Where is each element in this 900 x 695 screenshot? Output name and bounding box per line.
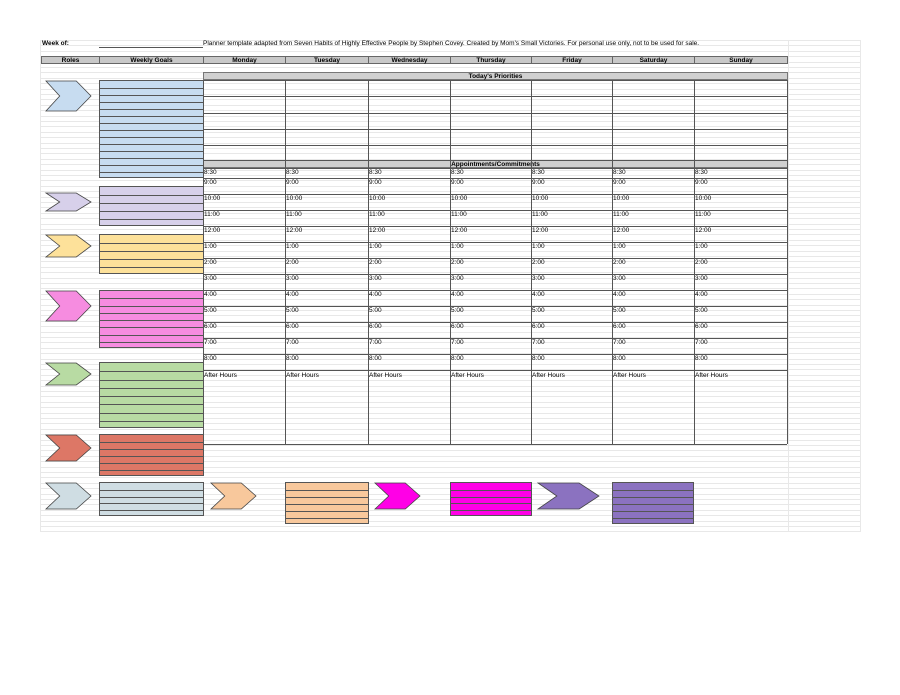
goal-line: [613, 518, 693, 519]
time-label: 1:00: [451, 243, 464, 250]
goal-line: [100, 158, 203, 159]
goal-line: [100, 442, 203, 443]
time-label: 5:00: [451, 307, 464, 314]
time-label: 11:00: [369, 211, 385, 218]
time-label: 11:00: [451, 211, 467, 218]
goal-line: [100, 327, 203, 328]
time-label: 10:00: [369, 195, 386, 202]
time-label: 5:00: [286, 307, 299, 314]
goal-line: [100, 388, 203, 389]
goal-line: [100, 151, 203, 152]
time-label: 1:00: [204, 243, 217, 250]
role-chevron-icon: [210, 482, 258, 510]
time-label: 6:00: [204, 323, 217, 330]
time-label: 2:00: [695, 259, 708, 266]
day-column-divider: [787, 80, 788, 444]
priority-row-line: [203, 160, 787, 161]
time-label: 5:00: [369, 307, 382, 314]
time-label: After Hours: [695, 372, 728, 379]
time-label: 3:00: [695, 275, 708, 282]
day-header-thursday: Thursday: [450, 56, 532, 64]
time-label: 12:00: [286, 227, 303, 234]
time-label: 9:00: [451, 179, 464, 186]
priority-row-line: [203, 80, 787, 81]
time-label: 9:00: [613, 179, 626, 186]
time-label: 8:00: [532, 355, 545, 362]
time-label: 11:00: [204, 211, 220, 218]
time-label: 3:00: [204, 275, 217, 282]
weekly-goal-box[interactable]: [99, 234, 204, 274]
goal-line: [100, 203, 203, 204]
gridline: [40, 526, 860, 527]
goal-line: [100, 306, 203, 307]
time-label: 4:00: [613, 291, 626, 298]
time-label: 1:00: [532, 243, 545, 250]
time-label: 5:00: [204, 307, 217, 314]
time-label: 8:00: [613, 355, 626, 362]
goal-line: [100, 298, 203, 299]
goal-line: [100, 211, 203, 212]
time-label: 7:00: [286, 339, 299, 346]
goal-line: [286, 497, 368, 498]
template-note: Planner template adapted from Seven Habits of Highly Effective People by Stephen Covey. Created by Mom's Small Victories. For personal use only, not to be used for sale.: [203, 40, 700, 47]
time-label: 7:00: [451, 339, 464, 346]
time-label: 12:00: [613, 227, 630, 234]
goal-line: [451, 510, 531, 511]
gridline: [40, 51, 860, 52]
goal-line: [100, 102, 203, 103]
time-label: 11:00: [613, 211, 629, 218]
time-label: 2:00: [613, 259, 626, 266]
time-label: 3:00: [613, 275, 626, 282]
todays-priorities-band: Today's Priorities: [203, 72, 788, 80]
goal-line: [100, 497, 203, 498]
time-label: 8:30: [613, 169, 626, 176]
goal-line: [613, 497, 693, 498]
weekly-goal-box[interactable]: [612, 482, 694, 524]
time-label: 7:00: [204, 339, 217, 346]
gridline: [40, 521, 860, 522]
time-label: 8:00: [204, 355, 217, 362]
time-label: After Hours: [451, 372, 484, 379]
weekly-goal-box[interactable]: [99, 434, 204, 476]
time-label: 3:00: [451, 275, 464, 282]
weekly-goals-header: Weekly Goals: [99, 56, 204, 64]
weekly-goal-box[interactable]: [450, 482, 532, 516]
goal-line: [100, 219, 203, 220]
goal-line: [100, 88, 203, 89]
goal-line: [286, 511, 368, 512]
week-of-label: Week of:: [42, 40, 69, 47]
time-label: 9:00: [204, 179, 217, 186]
time-label: 10:00: [451, 195, 468, 202]
time-label: 8:00: [451, 355, 464, 362]
day-header-tuesday: Tuesday: [285, 56, 369, 64]
time-label: 9:00: [286, 179, 299, 186]
time-label: 11:00: [532, 211, 548, 218]
time-label: 4:00: [204, 291, 217, 298]
goal-line: [100, 259, 203, 260]
goal-line: [100, 463, 203, 464]
time-label: 8:30: [695, 169, 708, 176]
gridline: [40, 40, 41, 532]
gridline: [788, 40, 789, 532]
goal-line: [100, 313, 203, 314]
weekly-goal-box[interactable]: [99, 80, 204, 178]
time-label: 11:00: [286, 211, 302, 218]
time-label: 7:00: [695, 339, 708, 346]
day-header-friday: Friday: [531, 56, 613, 64]
week-of-field[interactable]: [99, 47, 203, 48]
goal-line: [100, 144, 203, 145]
time-label: 12:00: [369, 227, 386, 234]
time-label: 9:00: [532, 179, 545, 186]
role-chevron-icon: [45, 434, 93, 462]
appointment-row-line: [203, 370, 787, 371]
goal-line: [100, 449, 203, 450]
role-chevron-icon: [45, 234, 93, 258]
day-header-saturday: Saturday: [612, 56, 695, 64]
time-label: 8:00: [695, 355, 708, 362]
gridline: [40, 67, 860, 68]
time-label: 8:30: [286, 169, 299, 176]
day-header-sunday: Sunday: [694, 56, 788, 64]
goal-line: [100, 116, 203, 117]
time-label: 2:00: [451, 259, 464, 266]
goal-line: [100, 342, 203, 343]
goal-line: [100, 130, 203, 131]
appointment-row-line: [203, 444, 787, 445]
time-label: 10:00: [613, 195, 630, 202]
goal-line: [100, 320, 203, 321]
time-label: 7:00: [532, 339, 545, 346]
goal-line: [100, 456, 203, 457]
goal-line: [100, 380, 203, 381]
time-label: 1:00: [695, 243, 708, 250]
time-label: 8:30: [451, 169, 464, 176]
weekly-goal-box[interactable]: [285, 482, 369, 524]
goal-line: [100, 510, 203, 511]
time-label: 7:00: [613, 339, 626, 346]
time-label: 1:00: [286, 243, 299, 250]
goal-line: [451, 490, 531, 491]
goal-line: [100, 267, 203, 268]
time-label: 2:00: [286, 259, 299, 266]
goal-line: [100, 172, 203, 173]
goal-line: [100, 165, 203, 166]
gridline: [40, 477, 860, 478]
time-label: 4:00: [532, 291, 545, 298]
goal-line: [100, 404, 203, 405]
goal-line: [613, 490, 693, 491]
time-label: After Hours: [286, 372, 319, 379]
goal-line: [100, 123, 203, 124]
goal-line: [100, 137, 203, 138]
time-label: 5:00: [613, 307, 626, 314]
time-label: 7:00: [369, 339, 382, 346]
priority-row-line: [203, 113, 787, 114]
time-label: 6:00: [369, 323, 382, 330]
time-label: 11:00: [695, 211, 711, 218]
day-header-wednesday: Wednesday: [368, 56, 451, 64]
time-label: 5:00: [532, 307, 545, 314]
time-label: 1:00: [613, 243, 626, 250]
time-label: 8:30: [369, 169, 382, 176]
goal-line: [100, 335, 203, 336]
time-label: 4:00: [286, 291, 299, 298]
time-label: 6:00: [695, 323, 708, 330]
time-label: 4:00: [451, 291, 464, 298]
goal-line: [613, 504, 693, 505]
time-label: 8:30: [204, 169, 217, 176]
time-label: 4:00: [369, 291, 382, 298]
gridline: [860, 40, 861, 532]
time-label: 3:00: [532, 275, 545, 282]
time-label: 8:00: [286, 355, 299, 362]
goal-line: [286, 504, 368, 505]
time-label: 8:00: [369, 355, 382, 362]
time-label: 2:00: [532, 259, 545, 266]
goal-line: [286, 490, 368, 491]
time-label: 8:30: [532, 169, 545, 176]
time-label: 6:00: [451, 323, 464, 330]
time-label: 12:00: [204, 227, 221, 234]
time-label: After Hours: [369, 372, 402, 379]
time-label: 3:00: [286, 275, 299, 282]
goal-line: [451, 503, 531, 504]
weekly-goal-box[interactable]: [99, 362, 204, 428]
role-chevron-icon: [374, 482, 422, 510]
goal-line: [451, 497, 531, 498]
priority-row-line: [203, 129, 787, 130]
time-label: 12:00: [451, 227, 468, 234]
goal-line: [100, 470, 203, 471]
goal-line: [100, 243, 203, 244]
time-label: After Hours: [613, 372, 646, 379]
goal-line: [100, 371, 203, 372]
goal-line: [100, 251, 203, 252]
time-label: 2:00: [369, 259, 382, 266]
role-chevron-icon: [45, 482, 93, 510]
goal-line: [100, 109, 203, 110]
goal-line: [100, 413, 203, 414]
time-label: 9:00: [369, 179, 382, 186]
goal-line: [100, 195, 203, 196]
role-chevron-icon: [537, 482, 601, 510]
time-label: 10:00: [286, 195, 303, 202]
day-header-monday: Monday: [203, 56, 286, 64]
time-label: After Hours: [204, 372, 237, 379]
time-label: 1:00: [369, 243, 382, 250]
time-label: 6:00: [613, 323, 626, 330]
time-label: 12:00: [532, 227, 549, 234]
goal-line: [100, 95, 203, 96]
role-chevron-icon: [45, 362, 93, 386]
priority-row-line: [203, 96, 787, 97]
goal-line: [100, 421, 203, 422]
goal-line: [613, 511, 693, 512]
goal-line: [100, 503, 203, 504]
priority-row-line: [203, 145, 787, 146]
weekly-goal-box[interactable]: [99, 290, 204, 348]
goal-line: [100, 396, 203, 397]
goal-line: [100, 490, 203, 491]
time-label: 10:00: [532, 195, 549, 202]
roles-header: Roles: [41, 56, 100, 64]
role-chevron-icon: [45, 80, 93, 112]
time-label: 3:00: [369, 275, 382, 282]
goal-line: [286, 518, 368, 519]
role-chevron-icon: [45, 192, 93, 212]
weekly-goal-box[interactable]: [99, 186, 204, 226]
weekly-goal-box[interactable]: [99, 482, 204, 516]
time-label: 2:00: [204, 259, 217, 266]
time-label: 12:00: [695, 227, 712, 234]
time-label: After Hours: [532, 372, 565, 379]
time-label: 5:00: [695, 307, 708, 314]
time-label: 9:00: [695, 179, 708, 186]
time-label: 10:00: [695, 195, 712, 202]
appointments-band: Appointments/Commitments: [203, 160, 788, 168]
role-chevron-icon: [45, 290, 93, 322]
gridline: [40, 531, 860, 532]
time-label: 6:00: [286, 323, 299, 330]
time-label: 4:00: [695, 291, 708, 298]
time-label: 10:00: [204, 195, 221, 202]
time-label: 6:00: [532, 323, 545, 330]
